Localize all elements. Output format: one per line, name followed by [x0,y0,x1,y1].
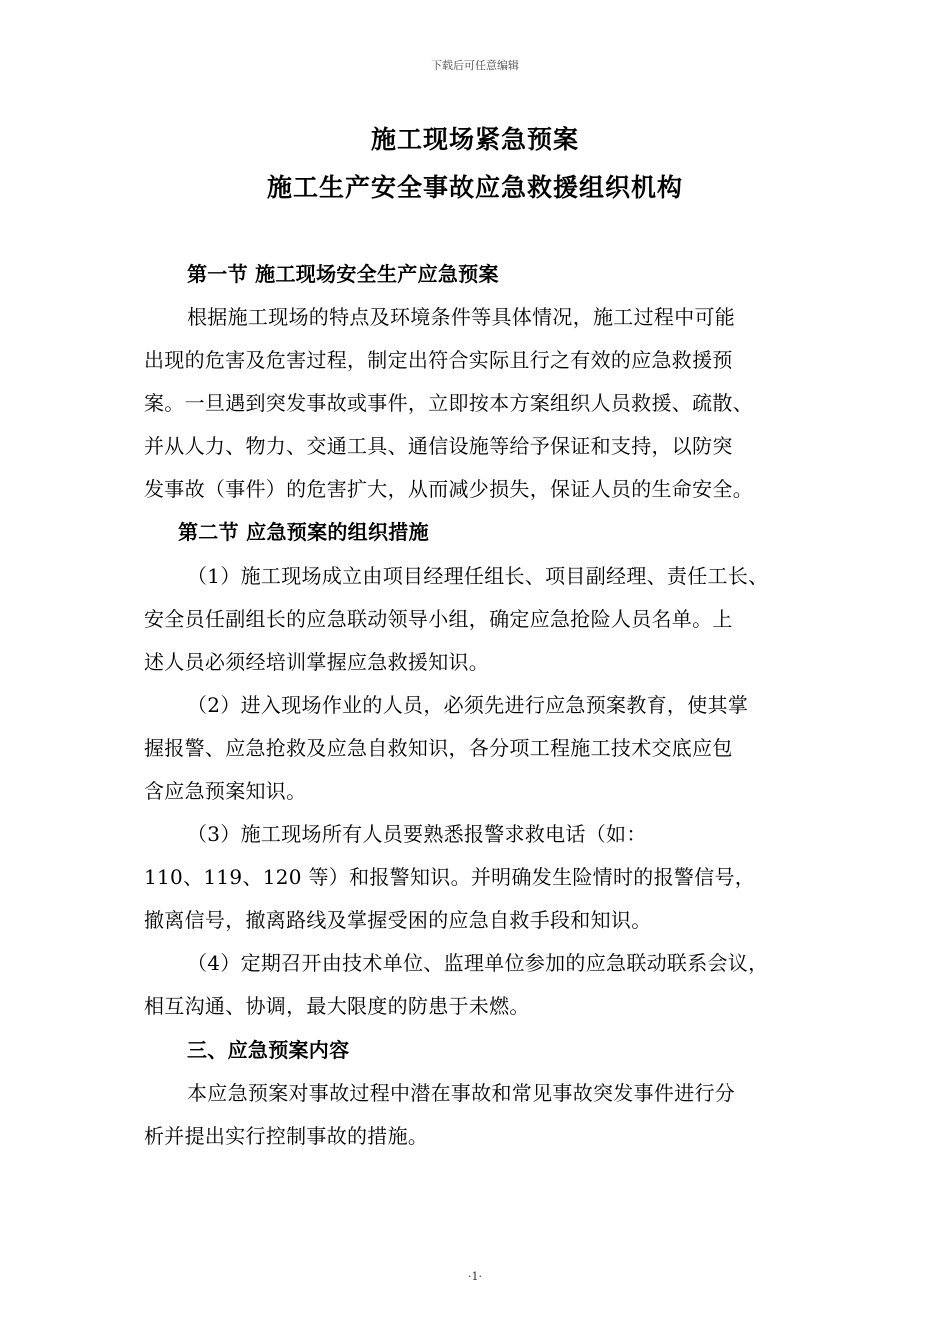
document-subtitle: 施工生产安全事故应急救援组织机构 [266,173,683,202]
document-title: 施工现场紧急预案 [370,125,579,154]
paragraph-line: 案。一旦遇到突发事故或事件，立即按本方案组织人员救援、疏散、 [144,391,753,415]
section-heading-3: 三、应急预案内容 [187,1038,350,1062]
paragraph-line: 110、119、120 等）和报警知识。并明确发生险情时的报警信号， [144,865,756,889]
page-number: ·1· [468,1270,482,1283]
paragraph-line: 并从人力、物力、交通工具、通信设施等给予保证和支持，以防突 [144,434,733,458]
paragraph-line: 撤离信号，撤离路线及掌握受困的应急自救手段和知识。 [144,908,652,932]
paragraph-line: （3）施工现场所有人员要熟悉报警求救电话（如： [187,822,647,846]
paragraph-line: 析并提出实行控制事故的措施。 [144,1124,429,1148]
paragraph-line: 含应急预案知识。 [144,779,307,803]
paragraph-line: 根据施工现场的特点及环境条件等具体情况，施工过程中可能 [187,305,736,329]
paragraph-line: （1）施工现场成立由项目经理任组长、项目副经理、责任工长、 [187,564,769,588]
section-heading-2: 第二节 应急预案的组织措施 [178,520,429,544]
header-note: 下载后可任意编辑 [431,59,519,72]
paragraph-line: 述人员必须经培训掌握应急救援知识。 [144,650,490,674]
paragraph-line: 握报警、应急抢救及应急自救知识，各分项工程施工技术交底应包 [144,736,733,760]
paragraph-line: 出现的危害及危害过程，制定出符合实际且行之有效的应急救援预 [144,348,733,372]
section-heading-1: 第一节 施工现场安全生产应急预案 [187,262,499,286]
paragraph-line: 相互沟通、协调，最大限度的防患于未燃。 [144,994,530,1018]
paragraph-line: 安全员任副组长的应急联动领导小组，确定应急抢险人员名单。上 [144,607,733,631]
paragraph-line: 发事故（事件）的危害扩大，从而减少损失，保证人员的生命安全。 [144,477,753,501]
paragraph-line: （2）进入现场作业的人员，必须先进行应急预案教育，使其掌 [187,693,749,717]
paragraph-line: （4）定期召开由技术单位、监理单位参加的应急联动联系会议， [187,951,769,975]
paragraph-line: 本应急预案对事故过程中潜在事故和常见事故突发事件进行分 [187,1081,736,1105]
